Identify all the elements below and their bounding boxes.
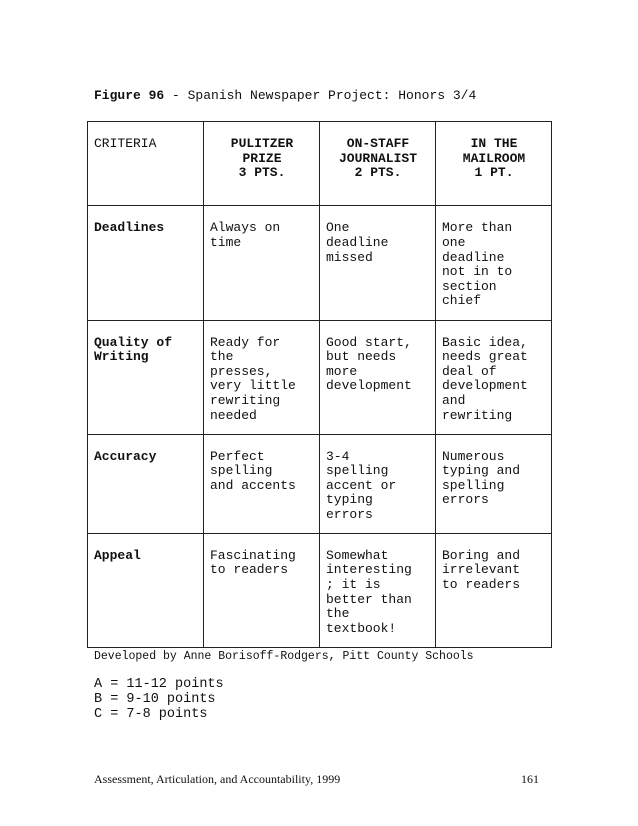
table-row [88, 320, 552, 434]
header-pulitzer-prize: PULITZER PRIZE 3 PTS. [204, 122, 320, 206]
criteria-cell: Accuracy [88, 434, 204, 533]
table-cell: Boring and irrelevant to readers [436, 533, 552, 647]
criteria-cell: Quality of Writing [88, 320, 204, 434]
table-cell: One deadline missed [320, 206, 436, 320]
header-criteria: CRITERIA [88, 122, 204, 206]
grade-a: A = 11-12 points [94, 677, 224, 692]
figure-separator: - [164, 88, 188, 103]
table-cell: Somewhat interesting ; it is better than the textbook! [320, 533, 436, 647]
table-cell: Fascinating to readers [204, 533, 320, 647]
grade-c: C = 7-8 points [94, 707, 208, 722]
table-cell: Basic idea, needs great deal of development and rewriting [436, 320, 552, 434]
table-cell: More than one deadline not in to section chief [436, 206, 552, 320]
header-on-staff-journalist: ON-STAFF JOURNALIST 2 PTS. [320, 122, 436, 206]
table-header-row [88, 122, 552, 206]
criteria-cell: Appeal [88, 533, 204, 647]
rubric-table [87, 121, 552, 648]
footer-title: Assessment, Articulation, and Accountability, 1999 [94, 772, 341, 786]
table-cell: Numerous typing and spelling errors [436, 434, 552, 533]
criteria-cell: Deadlines [88, 206, 204, 320]
table-row [88, 206, 552, 320]
table-cell: 3-4 spelling accent or typing errors [320, 434, 436, 533]
figure-title [94, 88, 476, 103]
header-in-the-mailroom: IN THE MAILROOM 1 PT. [436, 122, 552, 206]
figure-caption: Spanish Newspaper Project: Honors 3/4 [187, 88, 477, 103]
table-cell: Perfect spelling and accents [204, 434, 320, 533]
grade-scale [94, 677, 224, 722]
table-cell: Always on time [204, 206, 320, 320]
table-row [88, 533, 552, 647]
credit-line: Developed by Anne Borisoff-Rodgers, Pitt County Schools [94, 650, 474, 663]
table-cell: Ready for the presses, very little rewriting needed [204, 320, 320, 434]
page-number: 161 [521, 772, 539, 786]
figure-label: Figure 96 [94, 88, 165, 103]
grade-b: B = 9-10 points [94, 692, 216, 707]
table-cell: Good start, but needs more development [320, 320, 436, 434]
table-row [88, 434, 552, 533]
